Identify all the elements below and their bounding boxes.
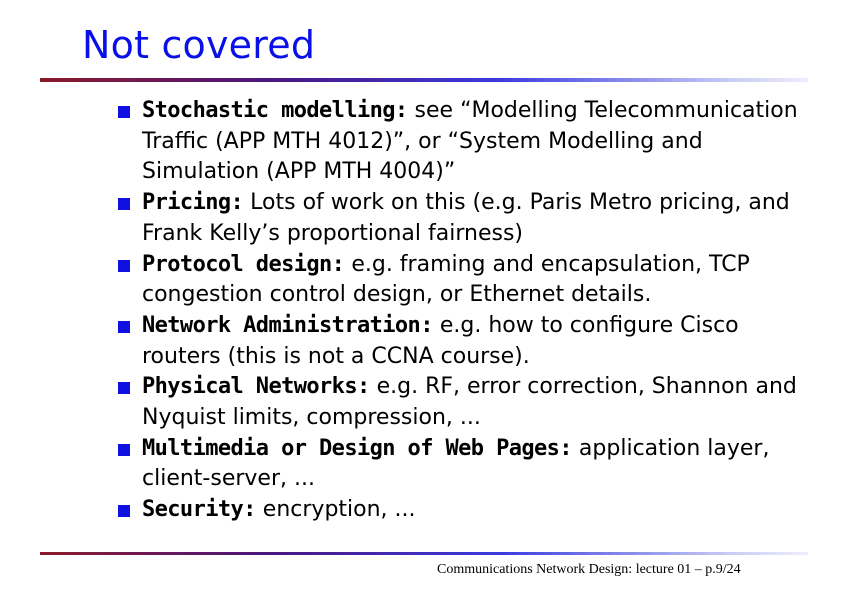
bullet-term: Stochastic modelling:	[142, 98, 408, 123]
slide-footer: Communications Network Design: lecture 01 – p.9/24	[437, 562, 741, 577]
bullet-text: encryption, ...	[255, 497, 416, 523]
slide-title: Not covered	[82, 23, 316, 67]
bullet-item-multimedia-web-design	[118, 434, 798, 495]
bullet-term: Physical Networks:	[142, 374, 370, 400]
square-bullet-icon	[118, 382, 130, 394]
bullet-item-pricing	[118, 188, 798, 249]
bullet-text: e.g. RF, error correction, Shannon and Nyquist limits, compression, ...	[142, 374, 797, 431]
square-bullet-icon	[118, 198, 130, 210]
square-bullet-icon	[118, 444, 130, 456]
title-divider	[40, 78, 808, 82]
bullet-item-physical-networks	[118, 372, 798, 433]
bullet-term: Protocol design:	[142, 251, 345, 277]
square-bullet-icon	[118, 321, 130, 333]
bullet-term: Multimedia or Design of Web Pages:	[142, 435, 572, 461]
bullet-text: Lots of work on this (e.g. Paris Metro pricing, and Frank Kelly’s proportional fairness)	[142, 190, 790, 246]
bullet-item-stochastic-modelling	[118, 96, 798, 188]
square-bullet-icon	[118, 106, 130, 118]
bullet-item-protocol-design	[118, 250, 798, 311]
bullet-term: Security:	[142, 497, 256, 523]
square-bullet-icon	[118, 260, 130, 272]
square-bullet-icon	[118, 505, 130, 517]
bullet-term: Network Administration:	[142, 312, 433, 338]
bullet-item-security	[118, 495, 798, 526]
bullet-text: see “Modelling Telecommunication Traffic (APP MTH 4012)”, or “System Modelling and Simulation (APP MTH 4004)”	[142, 98, 798, 185]
bullet-text: application layer, client-server, ...	[142, 435, 770, 492]
bullet-text: e.g. how to configure Cisco routers (this is not a CCNA course).	[142, 312, 739, 369]
bullet-item-network-administration	[118, 311, 798, 372]
bullet-text: e.g. framing and encapsulation, TCP congestion control design, or Ethernet details.	[142, 251, 750, 308]
footer-divider	[40, 552, 808, 555]
bullet-list	[118, 96, 798, 526]
bullet-term: Pricing:	[142, 190, 244, 216]
